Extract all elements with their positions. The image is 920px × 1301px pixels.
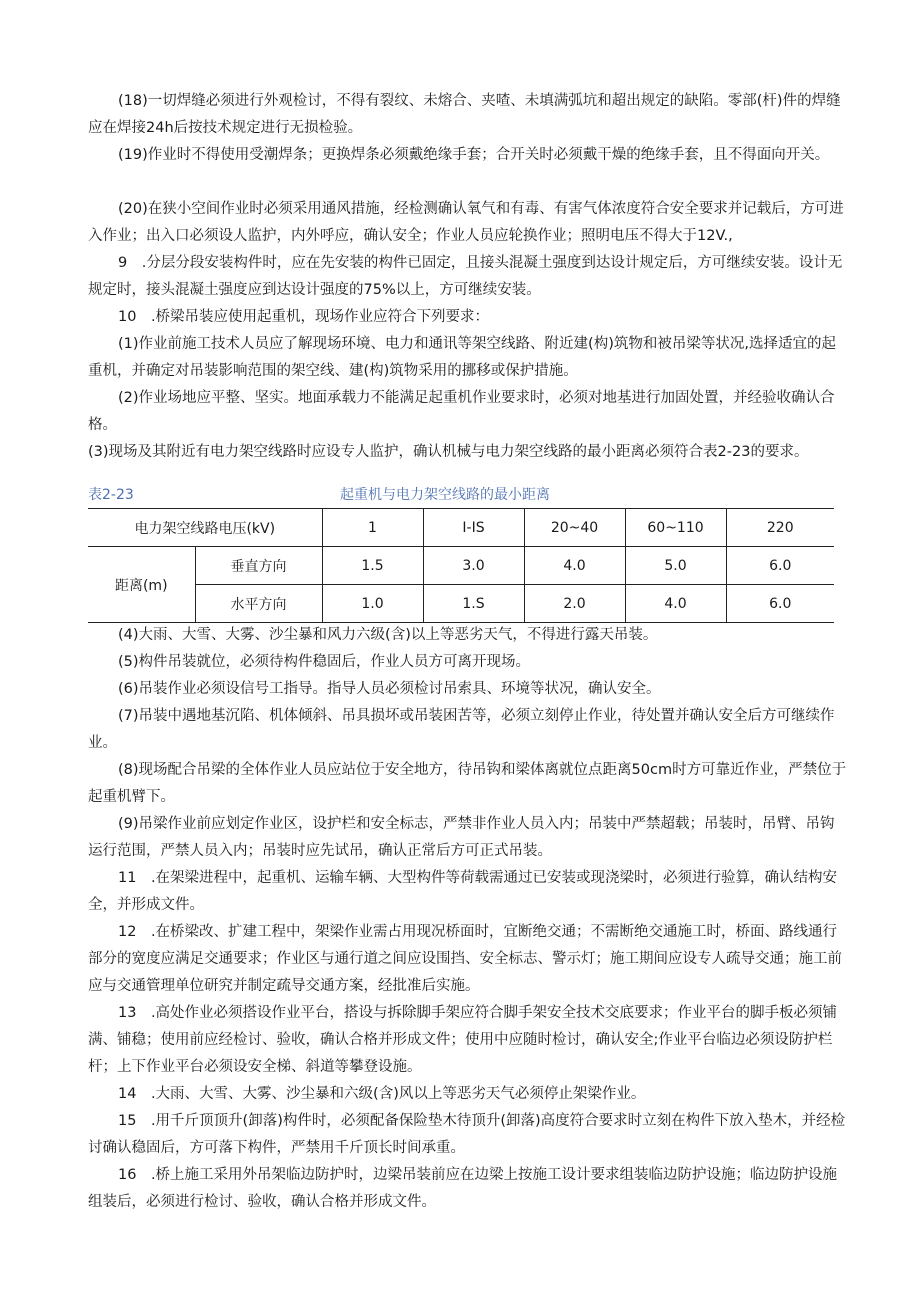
paragraph-10-2: (2)作业场地应平整、坚实。地面承载力不能满足起重机作业要求时，必须对地基进行加固处置，并经验收确认合格。	[88, 390, 835, 433]
table-row	[88, 547, 834, 585]
paragraph-10: 10 .桥梁吊装应使用起重机，现场作业应符合下列要求：	[118, 309, 490, 325]
table-cell: 4.0	[524, 547, 625, 585]
table-cell: 2.0	[524, 585, 625, 623]
voltage-cell: 220	[726, 509, 834, 547]
voltage-cell: 20~40	[524, 509, 625, 547]
table-row	[88, 585, 834, 623]
paragraph-12: 12 .在桥梁改、扩建工程中，架梁作业需占用现况桥面时，宜断绝交通；不需断绝交通施工时，桥面、路线通行部分的宽度应满足交通要求；作业区与通行道之间应设围挡、安全标志、警示灯；施工期间应设专人疏导交通；施工前应与交通管理单位研究并制定疏导交通方案，经批准后实施。	[88, 924, 842, 994]
paragraph-9: 9 .分层分段安装构件时，应在先安装的构件已固定，且接头混凝土强度到达设计规定后，方可继续安装。设计无规定时，接头混凝土强度应到达设计强度的75%以上，方可继续安装。	[88, 255, 843, 298]
paragraph-18: (18)一切焊缝必须进行外观检讨，不得有裂纹、未熔合、夹喳、未填满弧坑和超出规定的缺陷。零部(杆)件的焊缝应在焊接24h后按技术规定进行无损检验。	[88, 93, 841, 136]
table-cell: 1.5	[322, 547, 423, 585]
paragraph-14: 14 .大雨、大雪、大雾、沙尘暴和六级(含)风以上等恶劣天气必须停止架梁作业。	[118, 1086, 646, 1102]
table-cell: 6.0	[726, 585, 834, 623]
paragraph-19: (19)作业时不得使用受潮焊条；更换焊条必须戴绝缘手套；合开关时必须戴干燥的绝缘手套，且不得面向开关。	[118, 147, 830, 163]
paragraph-16: 16 .桥上施工采用外吊架临边防护时，边梁吊装前应在边梁上按施工设计要求组装临边防护设施；临边防护设施组装后，必须进行检讨、验收，确认合格并形成文件。	[88, 1167, 838, 1210]
voltage-header: 电力架空线路电压(kV)	[88, 509, 322, 547]
voltage-cell: 1	[322, 509, 423, 547]
table-caption-title: 起重机与电力架空线路的最小距离	[340, 487, 550, 503]
distance-table	[88, 508, 834, 623]
paragraph-10-3: (3)现场及其附近有电力架空线路时应设专人监护，确认机械与电力架空线路的最小距离必须符合表2-23的要求。	[88, 444, 809, 460]
direction-label: 垂直方向	[195, 547, 322, 585]
table-cell: 1.S	[423, 585, 524, 623]
table-cell: 5.0	[625, 547, 726, 585]
distance-label: 距离(m)	[88, 547, 195, 623]
table-caption-number: 表2-23	[88, 487, 134, 503]
paragraph-10-7: (7)吊装中遇地基沉陷、机体倾斜、吊具损坏或吊装困苦等，必须立刻停止作业，待处置并确认安全后方可继续作业。	[88, 708, 835, 751]
paragraph-10-4: (4)大雨、大雪、大雾、沙尘暴和风力六级(含)以上等恶劣天气，不得进行露天吊装。	[118, 627, 658, 643]
paragraph-10-6: (6)吊装作业必须设信号工指导。指导人员必须检讨吊索具、环境等状况，确认安全。	[118, 681, 661, 697]
paragraph-10-1: (1)作业前施工技术人员应了解现场环境、电力和通讯等架空线路、附近建(构)筑物和被吊梁等状况,选择适宜的起重机，并确定对吊装影响范围的架空线、建(构)筑物采用的挪移或保护措施。	[88, 336, 836, 379]
paragraph-11: 11 .在架梁进程中，起重机、运输车辆、大型构件等荷载需通过已安装或现浇梁时，必须进行验算，确认结构安全，并形成文件。	[88, 870, 838, 913]
voltage-cell: 60~110	[625, 509, 726, 547]
voltage-cell: I-IS	[423, 509, 524, 547]
table-header-row	[88, 509, 834, 547]
paragraph-10-8: (8)现场配合吊梁的全体作业人员应站位于安全地方，待吊钩和梁体离就位点距离50cm时方可靠近作业，严禁位于起重机臂下。	[88, 762, 847, 805]
paragraph-13: 13 .高处作业必须搭设作业平台，搭设与拆除脚手架应符合脚手架安全技术交底要求；作业平台的脚手板必须铺满、铺稳；使用前应经检讨、验收，确认合格并形成文件；使用中应随时检讨，确认安全;作业平台临边必须设防护栏杆；上下作业平台必须设安全梯、斜道等攀登设施。	[88, 1005, 838, 1075]
table-cell: 4.0	[625, 585, 726, 623]
table-cell: 3.0	[423, 547, 524, 585]
paragraph-10-5: (5)构件吊装就位，必须待构件稳固后，作业人员方可离开现场。	[118, 654, 531, 670]
table-cell: 6.0	[726, 547, 834, 585]
table-caption	[88, 484, 848, 506]
paragraph-20: (20)在狭小空间作业时必须采用通风措施，经检测确认氧气和有毒、有害气体浓度符合安全要求并记载后，方可进入作业；出入口必须设人监护，内外呼应，确认安全；作业人员应轮换作业；照明电压不得大于12V.,	[88, 201, 844, 244]
table-cell: 1.0	[322, 585, 423, 623]
paragraph-15: 15 .用千斤顶顶升(卸落)构件时，必须配备保险垫木待顶升(卸落)高度符合要求时立刻在构件下放入垫木，并经检讨确认稳固后，方可落下构件，严禁用千斤顶长时间承重。	[88, 1113, 846, 1156]
direction-label: 水平方向	[195, 585, 322, 623]
paragraph-10-9: (9)吊梁作业前应划定作业区，设护栏和安全标志，严禁非作业人员入内；吊装中严禁超载；吊装时，吊臂、吊钩运行范围，严禁人员入内；吊装时应先试吊，确认正常后方可正式吊装。	[88, 816, 835, 859]
